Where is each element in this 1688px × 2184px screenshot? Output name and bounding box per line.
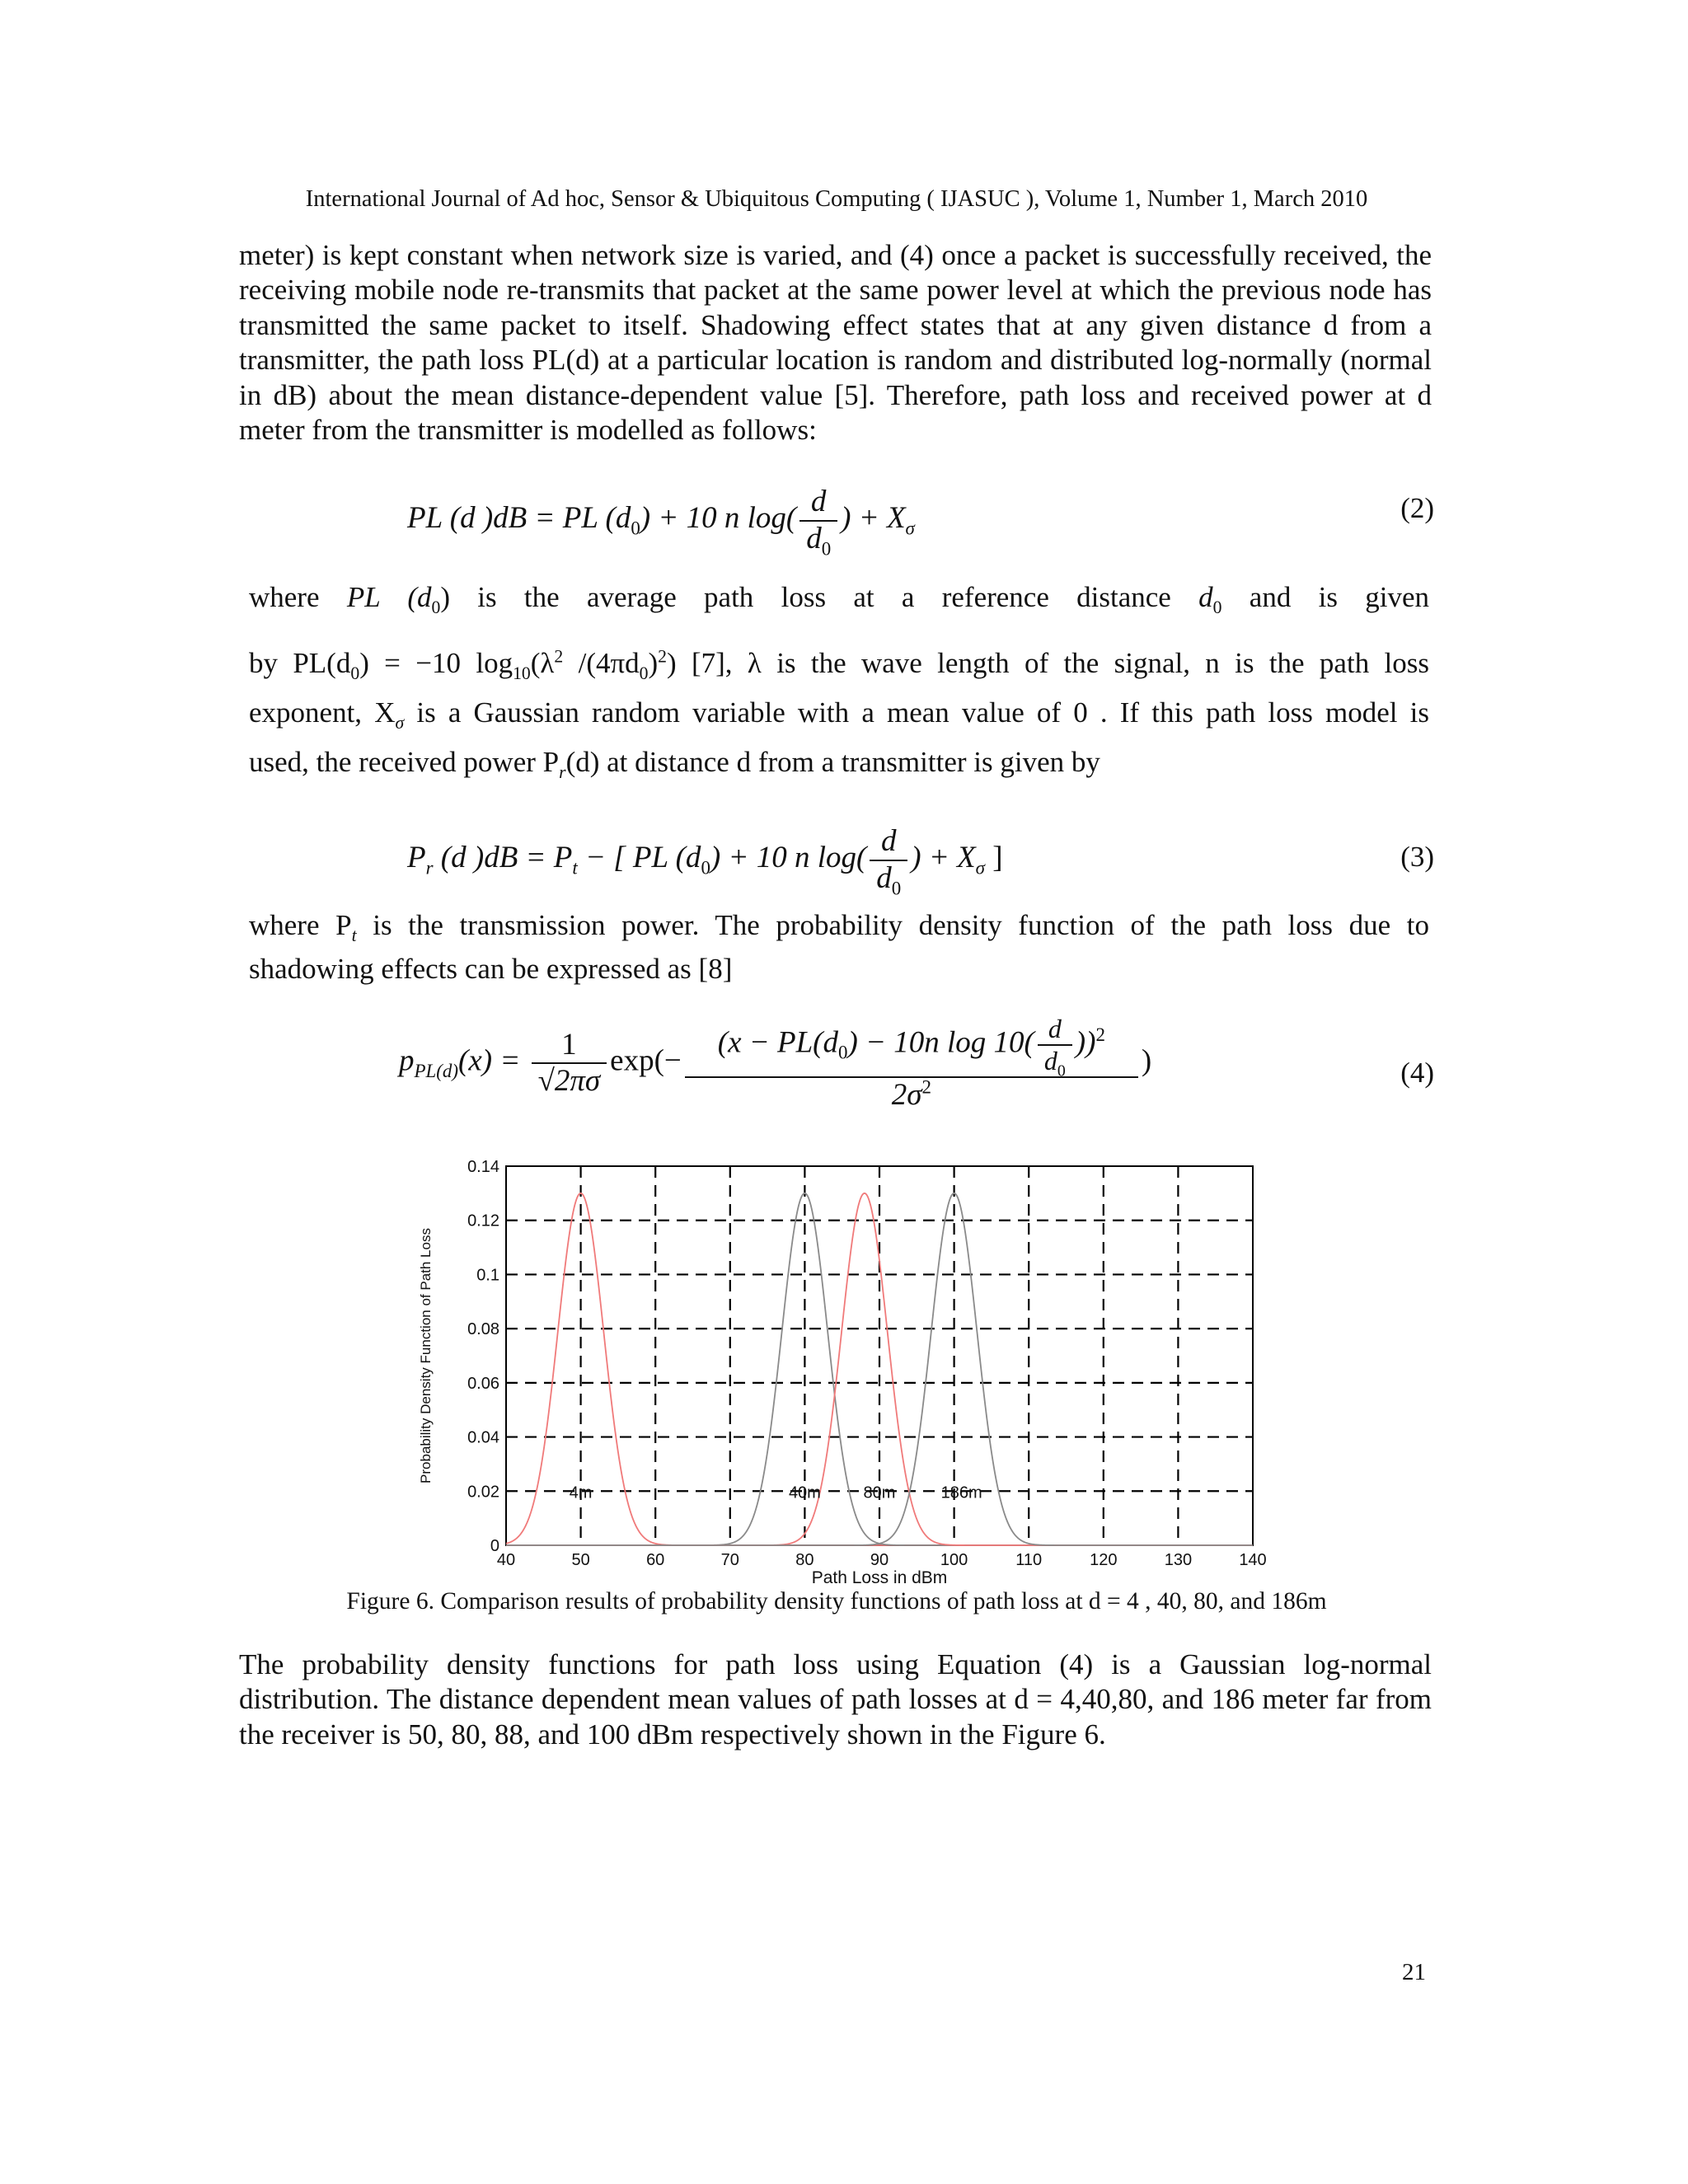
eq2-den: d — [806, 521, 822, 555]
y-tick-label: 0.1 — [476, 1266, 499, 1285]
y-tick-label: 0.08 — [467, 1320, 499, 1339]
eq4-num: (x − PL(d — [717, 1025, 839, 1060]
x-tick-label: 80 — [795, 1551, 814, 1569]
eq3-p: P — [407, 841, 426, 875]
equation-3-number: (3) — [1400, 841, 1434, 873]
y-tick-label: 0.02 — [467, 1483, 499, 1502]
pl-formula-close: ) — [648, 647, 659, 679]
equation-4 — [399, 1014, 1151, 1113]
x-tick-label: 110 — [1015, 1551, 1043, 1569]
eq3-mid2: ) + 10 n log( — [710, 841, 867, 875]
curve-annotation-80m: 80m — [863, 1483, 896, 1502]
y-tick-label: 0.12 — [467, 1212, 499, 1230]
eq2-fraction: $\frac{d}{d_0}$ — [799, 485, 837, 556]
eq4-sub: PL(d) — [414, 1060, 459, 1081]
eq4-sqrt: 2πσ — [554, 1064, 601, 1099]
pl-formula-start: by PL(d — [249, 647, 351, 679]
y-tick-label: 0 — [490, 1537, 499, 1555]
curve-annotation-186m: 186m — [940, 1483, 982, 1502]
x-tick-label: 40 — [496, 1551, 516, 1569]
transmission-power-line: where $P_t$ is the transmission power. The probability density function of the path loss due to — [249, 909, 1429, 945]
eq3-lhs: (d )dB = P — [433, 841, 573, 875]
eq4-one: 1 — [532, 1028, 607, 1065]
exponent-text: exponent, X — [249, 696, 396, 729]
paragraph-conclusion: The probability density functions for path loss using Equation (4) is a Gaussian log-normal distribution. The distance dependent mean values of path losses at d = 4,40,80, and 186 meter far from the receiver is 50, 80, 88, and 100 dBm respectively shown in the Figure 6. — [239, 1648, 1432, 1750]
x-tick-label: 100 — [940, 1551, 968, 1569]
where-line-3: exponent, $X_\sigma$ is a Gaussian random variable with a mean value of 0 . If this path loss model is — [249, 696, 1429, 733]
eq4-dnum: d — [1038, 1014, 1072, 1046]
y-tick-label: 0.14 — [467, 1158, 499, 1176]
page-number: 21 — [1402, 1959, 1426, 1985]
pl-formula-lambda: (λ — [530, 647, 555, 679]
pt-text: where P — [249, 909, 352, 941]
eq3-tail: ) + X — [911, 841, 976, 875]
pl-formula-pi: /(4πd — [563, 647, 640, 679]
eq2-pl0: PL (d — [562, 501, 631, 536]
eq4-num2: ) − 10n log 10( — [847, 1025, 1034, 1060]
y-axis-label: Probability Density Function of Path Loss — [418, 1228, 434, 1483]
running-header: International Journal of Ad hoc, Sensor & Ubiquitous Computing ( IJASUC ), Volume 1, Number 1, March 2010 — [305, 186, 1368, 212]
eq4-close: ) — [1141, 1043, 1152, 1078]
figure-caption: Figure 6. Comparison results of probability density functions of path loss at d = 4 , 40, 80, and 186m — [346, 1588, 1327, 1615]
eq3-close: ] — [984, 841, 1003, 875]
x-tick-label: 60 — [646, 1551, 665, 1569]
x-tick-label: 120 — [1090, 1551, 1118, 1569]
x-tick-label: 140 — [1239, 1551, 1267, 1569]
x-tick-label: 90 — [870, 1551, 889, 1569]
pdf-path-loss-chart — [412, 1150, 1286, 1586]
y-tick-label: 0.06 — [467, 1374, 499, 1393]
avg-path-loss-text: ) is the average path loss at a reference distance — [440, 581, 1171, 613]
pl-formula-log: ) = −10 log — [359, 647, 513, 679]
curve-annotation-4m: 4m — [569, 1483, 593, 1502]
eq3-num: d — [870, 824, 907, 861]
eq4-p: p — [399, 1043, 415, 1078]
eq3-den: d — [876, 860, 892, 895]
eq2-sigma: σ — [905, 518, 915, 539]
shadowing-line: shadowing effects can be expressed as [8] — [249, 953, 733, 985]
eq3-sigma: σ — [975, 857, 985, 879]
eq4-num3: )) — [1075, 1025, 1096, 1060]
wavelength-text: ) [7], λ is the wave length of the signal, n is the path loss — [667, 647, 1430, 679]
pdf-text: is the transmission power. The probability density function of the path loss due to — [356, 909, 1429, 941]
curve-annotation-40m: 40m — [788, 1483, 821, 1502]
equation-4-number: (4) — [1400, 1057, 1434, 1089]
eq3-fraction: $\frac{d}{d_0}$ — [870, 824, 907, 896]
x-tick-label: 130 — [1164, 1551, 1193, 1569]
received-power-text: used, the received power P — [249, 746, 560, 778]
eq3-mid: − [ PL (d — [577, 841, 701, 875]
y-tick-label: 0.04 — [467, 1428, 499, 1447]
eq2-lhs: PL (d )dB = — [407, 501, 563, 536]
equation-2: PL (d )dB = PL $(d_0) + 10$ n log( $\frac{d}{d_0}$ ) + $X_\sigma$ — [407, 485, 915, 559]
distance-text: (d) at distance d from a transmitter is given by — [565, 746, 1100, 778]
gaussian-text: is a Gaussian random variable with a mean value of 0 . If this path loss model is — [404, 696, 1429, 729]
eq4-dden: d — [1043, 1045, 1057, 1076]
where-line-1: where PL $(d_0)$ is the average path loss at a reference distance $d_0$ and is given — [249, 581, 1430, 617]
eq4-exp: exp(− — [610, 1043, 682, 1078]
pl-d0-term: PL (d — [346, 581, 432, 613]
x-tick-label: 70 — [720, 1551, 739, 1569]
eq4-exp-fraction: ($x - PL(d_0) - 10n$ log 10( $\frac{d}{d_0}$ ))$^2$ $2\sigma^2$ — [685, 1014, 1138, 1113]
equation-3: $P_r$ (d )$dB = P_t$ − [ PL $(d_0) + 10$ n log( $\frac{d}{d_0}$ ) + $X_\sigma$ ] — [407, 824, 1003, 898]
eq2-tail: ) + X — [841, 501, 906, 536]
eq4-den: 2σ — [891, 1077, 922, 1112]
given-text: and is given — [1249, 581, 1430, 613]
eq4-lhs: (x) = — [458, 1043, 528, 1078]
where-line-2: by $PL(d_0) = -10$ $\log_{10}(\lambda^2$ $/(4\pi d_0)^2$) [7], λ is the wave length of the signal, n is the path loss — [249, 646, 1430, 683]
where-word: where — [249, 581, 320, 613]
eq2-num: d — [799, 485, 837, 522]
x-axis-label: Path Loss in dBm — [811, 1568, 948, 1586]
paragraph-shadowing-intro: meter) is kept constant when network size is varied, and (4) once a packet is successfully received, the receiving mobile node re-transmits that packet at the same power level at which the previous node has transmitted the same packet to itself. Shadowing effect states that at any given distance d from a transmitter, the path loss PL(d) at a particular location is random and distributed log-normally (normal in dB) about the mean distance-dependent value [5]. Therefore, path loss and received power at d meter from the transmitter is modelled as follows: — [239, 239, 1432, 447]
eq4-coef-fraction: $\frac{1}{√2\pi\sigma}$ — [532, 1028, 607, 1099]
x-tick-label: 50 — [571, 1551, 590, 1569]
where-line-4: used, the received power $P_r(d)$ at distance d from a transmitter is given by — [249, 746, 1100, 782]
eq2-mid: ) + 10 n log( — [640, 501, 797, 536]
equation-2-number: (2) — [1400, 492, 1434, 524]
